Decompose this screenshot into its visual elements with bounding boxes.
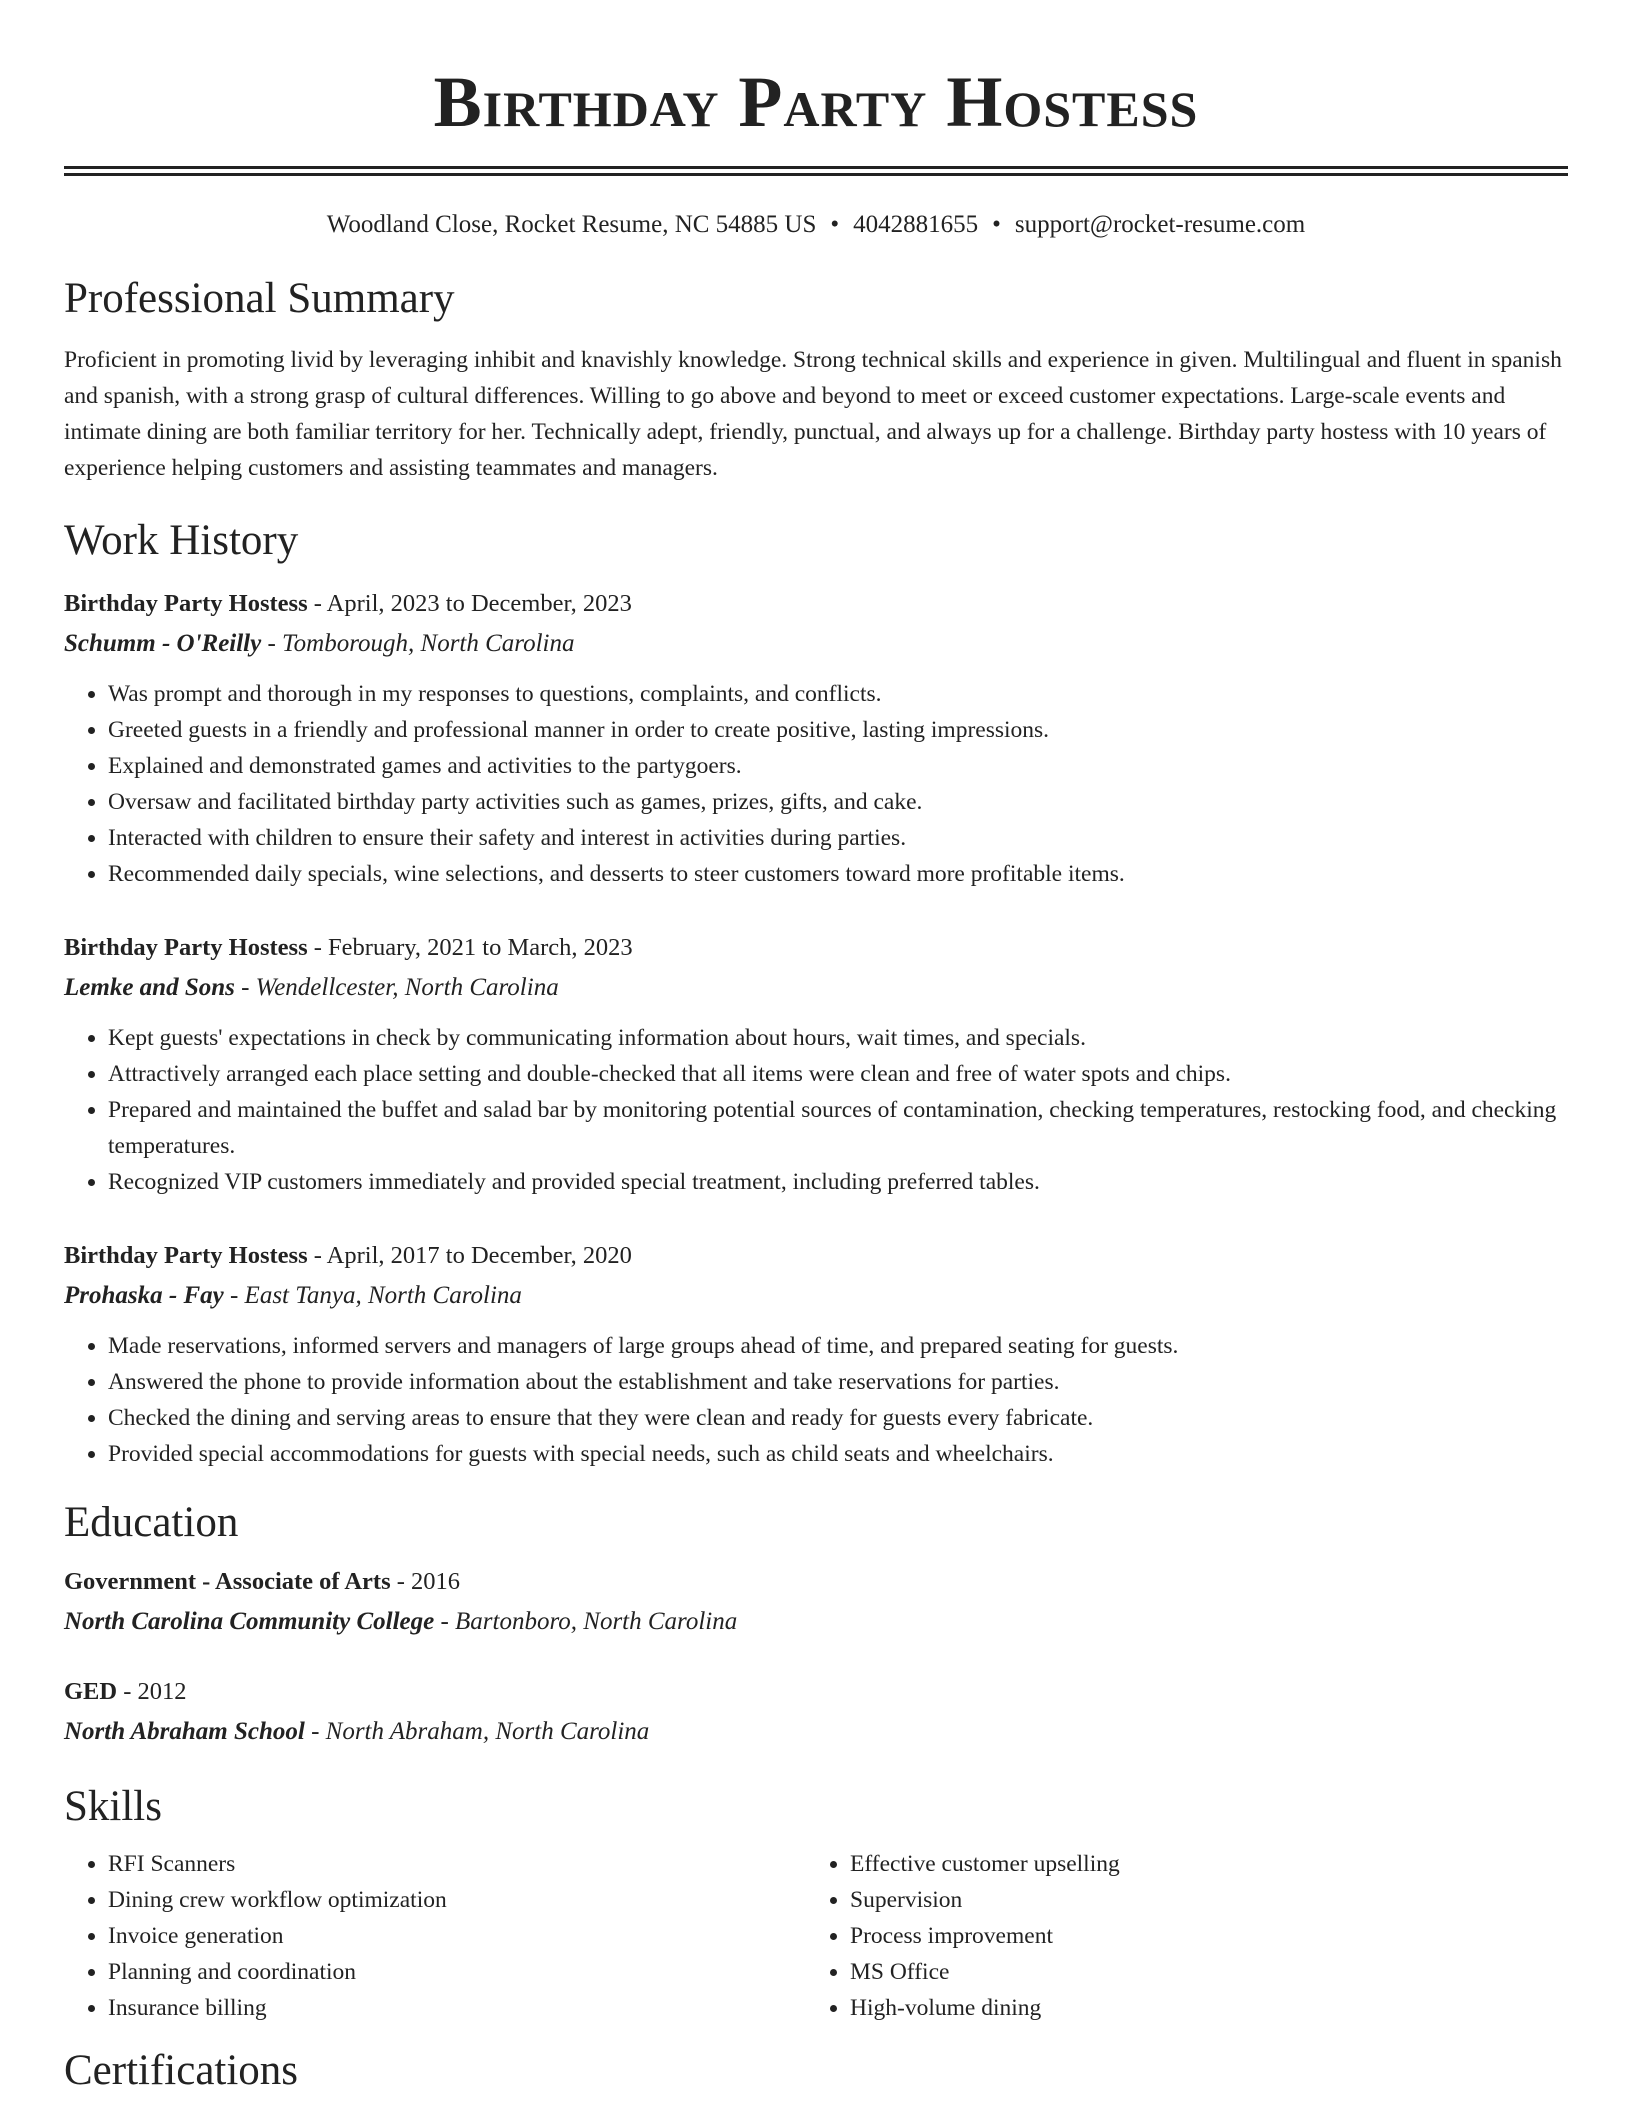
school-line [64, 1712, 1568, 1752]
job-title-line [64, 1236, 1568, 1276]
summary-text: Proficient in promoting livid by leveraging inhibit and knavishly knowledge. Strong technical skills and experience in given. Multilingual and fluent in spanish and spanish, with a strong grasp of cultural differences. Willing to go above and beyond to meet or exceed customer expectations. Large-scale events and intimate dining are both familiar territory for her. Technically adept, friendly, punctual, and always up for a challenge. Birthday party hostess with 10 years of experience helping customers and assisting teammates and managers. [64, 347, 1562, 481]
skills-list-right [806, 1846, 1548, 2026]
employer-line [64, 968, 1568, 1008]
employer-line [64, 624, 1568, 664]
employer-line [64, 1276, 1568, 1316]
section-heading-certifications: Certifications [64, 2047, 299, 2094]
degree-year: - 2016 [390, 1568, 461, 1595]
work-history-section [64, 516, 1568, 1472]
degree-line [64, 1672, 1568, 1712]
list-item: • Explained and demonstrated games and activities to the partygoers. [108, 748, 1568, 784]
job-dates: - February, 2021 to March, 2023 [307, 934, 633, 961]
skill-item: • Insurance billing [108, 1990, 806, 2026]
job-title: Birthday Party Hostess [64, 1242, 308, 1269]
page-title: Birthday Party Hostess [433, 62, 1199, 142]
list-item: • Provided special accommodations for guests with special needs, such as child seats and wheelchairs. [108, 1436, 1568, 1472]
list-item: • Oversaw and facilitated birthday party activities such as games, prizes, gifts, and cake. [108, 784, 1568, 820]
skill-item: • Invoice generation [108, 1918, 806, 1954]
section-heading-education: Education [64, 1499, 239, 1546]
section-heading-work: Work History [64, 517, 299, 564]
certifications-section [64, 2046, 1568, 2096]
skills-section [64, 1782, 1568, 2026]
job-entry [64, 584, 1568, 892]
skill-item: • Planning and coordination [108, 1954, 806, 1990]
skill-item: • Supervision [850, 1882, 1548, 1918]
list-item: • Recognized VIP customers immediately and provided special treatment, including preferred tables. [108, 1164, 1568, 1200]
list-item: • Prepared and maintained the buffet and salad bar by monitoring potential sources of contamination, checking temperatures, restocking food, and checking temperatures. [108, 1092, 1568, 1164]
list-item: • Kept guests' expectations in check by communicating information about hours, wait times, and specials. [108, 1020, 1568, 1056]
list-item: • Interacted with children to ensure their safety and interest in activities during parties. [108, 820, 1568, 856]
job-dates: - April, 2017 to December, 2020 [307, 1242, 632, 1269]
job-title: Birthday Party Hostess [64, 590, 308, 617]
contact-separator: • [992, 211, 1001, 238]
skill-item: • Process improvement [850, 1918, 1548, 1954]
contact-phone: 4042881655 [853, 211, 979, 238]
section-heading-skills: Skills [64, 1783, 162, 1830]
resume-page [64, 0, 1568, 2096]
contact-line [64, 210, 1568, 240]
summary-section [64, 274, 1568, 486]
list-item: • Made reservations, informed servers and managers of large groups ahead of time, and prepared seating for guests. [108, 1328, 1568, 1364]
skills-list-left [64, 1846, 806, 2026]
job-bullets [64, 1328, 1568, 1472]
job-title-line [64, 584, 1568, 624]
job-title-line [64, 928, 1568, 968]
list-item: • Answered the phone to provide information about the establishment and take reservations for parties. [108, 1364, 1568, 1400]
employer-location: - Tomborough, North Carolina [261, 630, 575, 657]
contact-address: Woodland Close, Rocket Resume, NC 54885 US [326, 211, 817, 238]
school-name: North Carolina Community College [64, 1608, 435, 1635]
skill-item: • Effective customer upselling [850, 1846, 1548, 1882]
skill-item: • MS Office [850, 1954, 1548, 1990]
list-item: • Checked the dining and serving areas to ensure that they were clean and ready for guests every fabricate. [108, 1400, 1568, 1436]
list-item: • Was prompt and thorough in my responses to questions, complaints, and conflicts. [108, 676, 1568, 712]
degree-line [64, 1562, 1568, 1602]
school-location: - North Abraham, North Carolina [304, 1718, 650, 1745]
skill-item: • High-volume dining [850, 1990, 1548, 2026]
education-entry [64, 1562, 1568, 1642]
list-item: • Greeted guests in a friendly and professional manner in order to create positive, lasting impressions. [108, 712, 1568, 748]
job-dates: - April, 2023 to December, 2023 [307, 590, 632, 617]
education-section [64, 1498, 1568, 1752]
contact-separator: • [830, 211, 840, 238]
school-name: North Abraham School [64, 1718, 305, 1745]
job-entry [64, 928, 1568, 1200]
job-bullets [64, 1020, 1568, 1200]
employer-location: - Wendellcester, North Carolina [234, 974, 559, 1001]
employer-name: Schumm - O'Reilly [64, 630, 262, 657]
skill-item: • RFI Scanners [108, 1846, 806, 1882]
education-entry [64, 1672, 1568, 1752]
job-entry [64, 1236, 1568, 1472]
job-bullets [64, 676, 1568, 892]
contact-email: support@rocket-resume.com [1014, 211, 1306, 238]
list-item: • Recommended daily specials, wine selections, and desserts to steer customers toward more profitable items. [108, 856, 1568, 892]
section-heading-summary: Professional Summary [64, 275, 455, 322]
employer-name: Prohaska - Fay [64, 1282, 224, 1309]
list-item: • Attractively arranged each place setting and double-checked that all items were clean and free of water spots and chips. [108, 1056, 1568, 1092]
title-double-rule [64, 166, 1568, 176]
degree-year: - 2012 [117, 1678, 187, 1705]
employer-name: Lemke and Sons [64, 974, 235, 1001]
school-line [64, 1602, 1568, 1642]
school-location: - Bartonboro, North Carolina [434, 1608, 738, 1635]
employer-location: - East Tanya, North Carolina [223, 1282, 522, 1309]
skill-item: • Dining crew workflow optimization [108, 1882, 806, 1918]
degree-name: GED [64, 1678, 118, 1705]
skills-columns [64, 1846, 1568, 2026]
job-title: Birthday Party Hostess [64, 934, 308, 961]
degree-name: Government - Associate of Arts [64, 1568, 391, 1595]
